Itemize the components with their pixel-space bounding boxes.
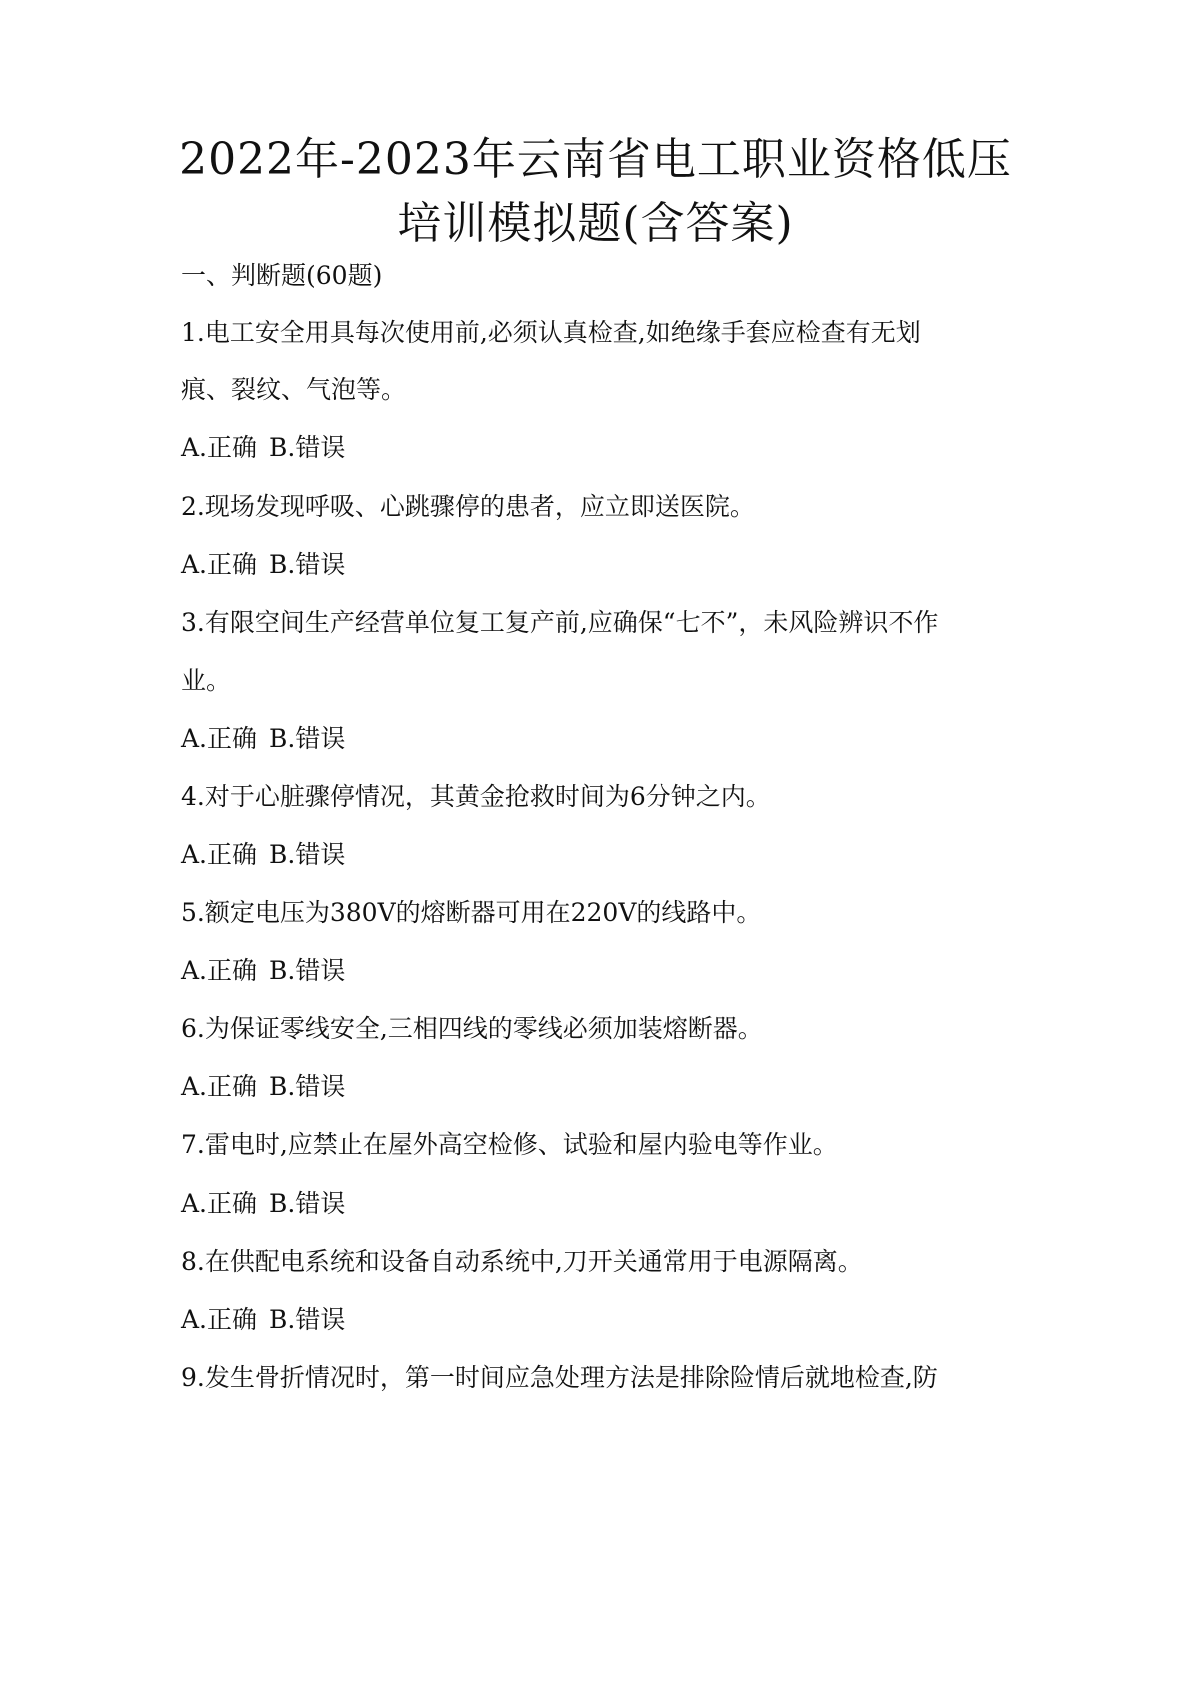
question-3-text-cont: 业。 bbox=[181, 666, 232, 695]
question-1-options bbox=[181, 432, 345, 464]
option-b: B.错误 bbox=[269, 1072, 346, 1101]
question-7-text: 7.雷电时,应禁止在屋外高空检修、试验和屋内验电等作业。 bbox=[181, 1130, 838, 1159]
question-5-text: 5.额定电压为380V的熔断器可用在220V的线路中。 bbox=[181, 898, 762, 927]
option-b: B.错误 bbox=[269, 433, 346, 462]
question-8-text: 8.在供配电系统和设备自动系统中,刀开关通常用于电源隔离。 bbox=[181, 1247, 863, 1276]
question-5-options bbox=[181, 955, 345, 987]
title-line-2: 培训模拟题(含答案) bbox=[397, 198, 794, 249]
question-4-text: 4.对于心脏骤停情况，其黄金抢救时间为6分钟之内。 bbox=[181, 782, 771, 811]
question-6-options bbox=[181, 1071, 345, 1103]
question-2-options bbox=[181, 549, 345, 581]
question-9-text: 9.发生骨折情况时，第一时间应急处理方法是排除险情后就地检查,防 bbox=[181, 1363, 938, 1392]
option-a: A.正确 bbox=[181, 724, 258, 753]
document-title bbox=[0, 128, 1191, 256]
question-6-text: 6.为保证零线安全,三相四线的零线必须加装熔断器。 bbox=[181, 1014, 763, 1043]
question-3-text: 3.有限空间生产经营单位复工复产前,应确保“七不”，未风险辨识不作 bbox=[181, 608, 939, 637]
option-a: A.正确 bbox=[181, 840, 258, 869]
option-b: B.错误 bbox=[269, 724, 346, 753]
option-a: A.正确 bbox=[181, 550, 258, 579]
option-b: B.错误 bbox=[269, 1305, 346, 1334]
question-1-text-cont: 痕、裂纹、气泡等。 bbox=[181, 375, 407, 404]
question-8-options bbox=[181, 1304, 345, 1336]
option-b: B.错误 bbox=[269, 956, 346, 985]
section-heading: 一、判断题(60题) bbox=[181, 261, 383, 290]
option-a: A.正确 bbox=[181, 956, 258, 985]
option-a: A.正确 bbox=[181, 1189, 258, 1218]
option-b: B.错误 bbox=[269, 550, 346, 579]
title-line-1: 2022年-2023年云南省电工职业资格低压 bbox=[179, 134, 1012, 185]
option-a: A.正确 bbox=[181, 1072, 258, 1101]
option-a: A.正确 bbox=[181, 1305, 258, 1334]
option-a: A.正确 bbox=[181, 433, 258, 462]
question-7-options bbox=[181, 1188, 345, 1220]
question-2-text: 2.现场发现呼吸、心跳骤停的患者，应立即送医院。 bbox=[181, 492, 755, 521]
question-3-options bbox=[181, 723, 345, 755]
question-4-options bbox=[181, 839, 345, 871]
question-1-text: 1.电工安全用具每次使用前,必须认真检查,如绝缘手套应检查有无划 bbox=[181, 318, 921, 347]
option-b: B.错误 bbox=[269, 1189, 346, 1218]
option-b: B.错误 bbox=[269, 840, 346, 869]
